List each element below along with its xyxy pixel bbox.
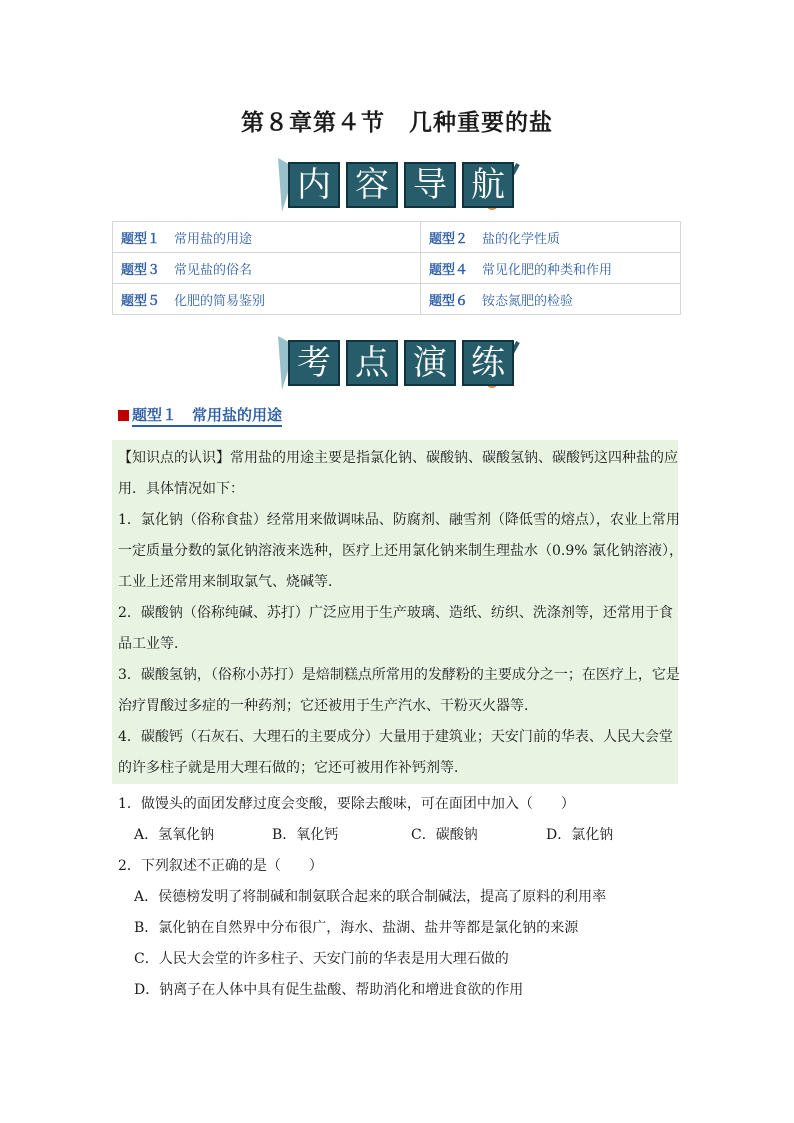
knowledge-line: 治疗胃酸过多症的一种药剂；它还被用于生产汽水、干粉灭火器等． xyxy=(118,698,538,714)
practice-banner xyxy=(270,334,524,392)
banner-char: 内 xyxy=(288,162,340,208)
knowledge-line: 3．碳酸氢钠，（俗称小苏打）是焙制糕点所常用的发酵粉的主要成分之一；在医疗上，它是 xyxy=(118,667,680,683)
knowledge-line: 【知识点的认识】常用盐的用途主要是指氯化钠、碳酸钠、碳酸氢钠、碳酸钙这四种盐的应 xyxy=(118,450,678,466)
question-2-stem: 2．下列叙述不正确的是（ ） xyxy=(118,858,323,874)
knowledge-line: 的许多柱子就是用大理石做的；它还可被用作补钙剂等． xyxy=(118,760,468,776)
question-2-option-d[interactable]: D．钠离子在人体中具有促生盐酸、帮助消化和增进食欲的作用 xyxy=(134,982,524,998)
knowledge-line: 4．碳酸钙（石灰石、大理石的主要成分）大量用于建筑业；天安门前的华表、人民大会堂 xyxy=(118,729,673,745)
question-2-option-b[interactable]: B．氯化钠在自然界中分布很广，海水、盐湖、盐井等都是氯化钠的来源 xyxy=(134,920,579,936)
knowledge-line: 用．具体情况如下： xyxy=(118,481,244,497)
nav-item-3[interactable] xyxy=(113,253,421,284)
nav-item-6[interactable] xyxy=(421,284,681,315)
nav-item-label: 题型１ xyxy=(121,231,161,247)
nav-item-label: 题型３ xyxy=(121,262,161,278)
question-1-option-c[interactable]: C．碳酸钠 xyxy=(411,827,478,843)
table-row xyxy=(113,222,681,253)
question-1-option-a[interactable]: A．氢氧化钠 xyxy=(134,827,215,843)
question-1-stem: 1．做馒头的面团发酵过度会变酸，要除去酸味，可在面团中加入（ ） xyxy=(118,796,575,812)
question-1-option-d[interactable]: D．氯化钠 xyxy=(546,827,614,843)
knowledge-line: 1．氯化钠（俗称食盐）经常用来做调味品、防腐剂、融雪剂（降低雪的熔点），农业上常用 xyxy=(118,512,680,528)
nav-item-label: 题型５ xyxy=(121,293,161,309)
banner-char: 航 xyxy=(462,162,514,208)
page-title: 第８章第４节 几种重要的盐 xyxy=(241,110,553,136)
table-row xyxy=(113,253,681,284)
red-square-icon xyxy=(118,410,129,421)
nav-item-text: 化肥的简易鉴别 xyxy=(174,293,266,309)
nav-item-label: 题型２ xyxy=(429,231,469,247)
nav-item-text: 盐的化学性质 xyxy=(482,231,561,247)
nav-table xyxy=(112,221,681,315)
nav-item-label: 题型６ xyxy=(429,293,469,309)
banner-char: 导 xyxy=(404,162,456,208)
knowledge-line: 2．碳酸钠（俗称纯碱、苏打）广泛应用于生产玻璃、造纸、纺织、洗涤剂等，还常用于食 xyxy=(118,605,673,621)
section-title: 题型１ 常用盐的用途 xyxy=(132,406,282,427)
question-1-option-b[interactable]: B．氧化钙 xyxy=(272,827,339,843)
nav-item-4[interactable] xyxy=(421,253,681,284)
nav-item-text: 铵态氮肥的检验 xyxy=(482,293,574,309)
question-2-option-a[interactable]: A．侯德榜发明了将制碱和制氨联合起来的联合制碱法，提高了原料的利用率 xyxy=(134,889,607,905)
question-2-option-c[interactable]: C．人民大会堂的许多柱子、天安门前的华表是用大理石做的 xyxy=(134,951,509,967)
banner-char: 考 xyxy=(288,340,340,386)
nav-banner xyxy=(270,156,524,214)
banner-char: 容 xyxy=(346,162,398,208)
table-row xyxy=(113,284,681,315)
knowledge-line: 一定质量分数的氯化钠溶液来选种，医疗上还用氯化钠来制生理盐水（0.9% 氯化钠溶液）， xyxy=(118,543,684,559)
banner-char: 点 xyxy=(346,340,398,386)
nav-item-1[interactable] xyxy=(113,222,421,253)
banner-char: 练 xyxy=(462,340,514,386)
nav-item-5[interactable] xyxy=(113,284,421,315)
nav-item-2[interactable] xyxy=(421,222,681,253)
nav-item-text: 常用盐的用途 xyxy=(174,231,253,247)
knowledge-line: 品工业等． xyxy=(118,636,188,652)
nav-item-text: 常见化肥的种类和作用 xyxy=(482,262,613,278)
knowledge-line: 工业上还常用来制取氯气、烧碱等． xyxy=(118,574,342,590)
nav-item-label: 题型４ xyxy=(429,262,469,278)
section-heading xyxy=(118,404,282,425)
banner-char: 演 xyxy=(404,340,456,386)
nav-item-text: 常见盐的俗名 xyxy=(174,262,253,278)
knowledge-box xyxy=(112,440,684,784)
